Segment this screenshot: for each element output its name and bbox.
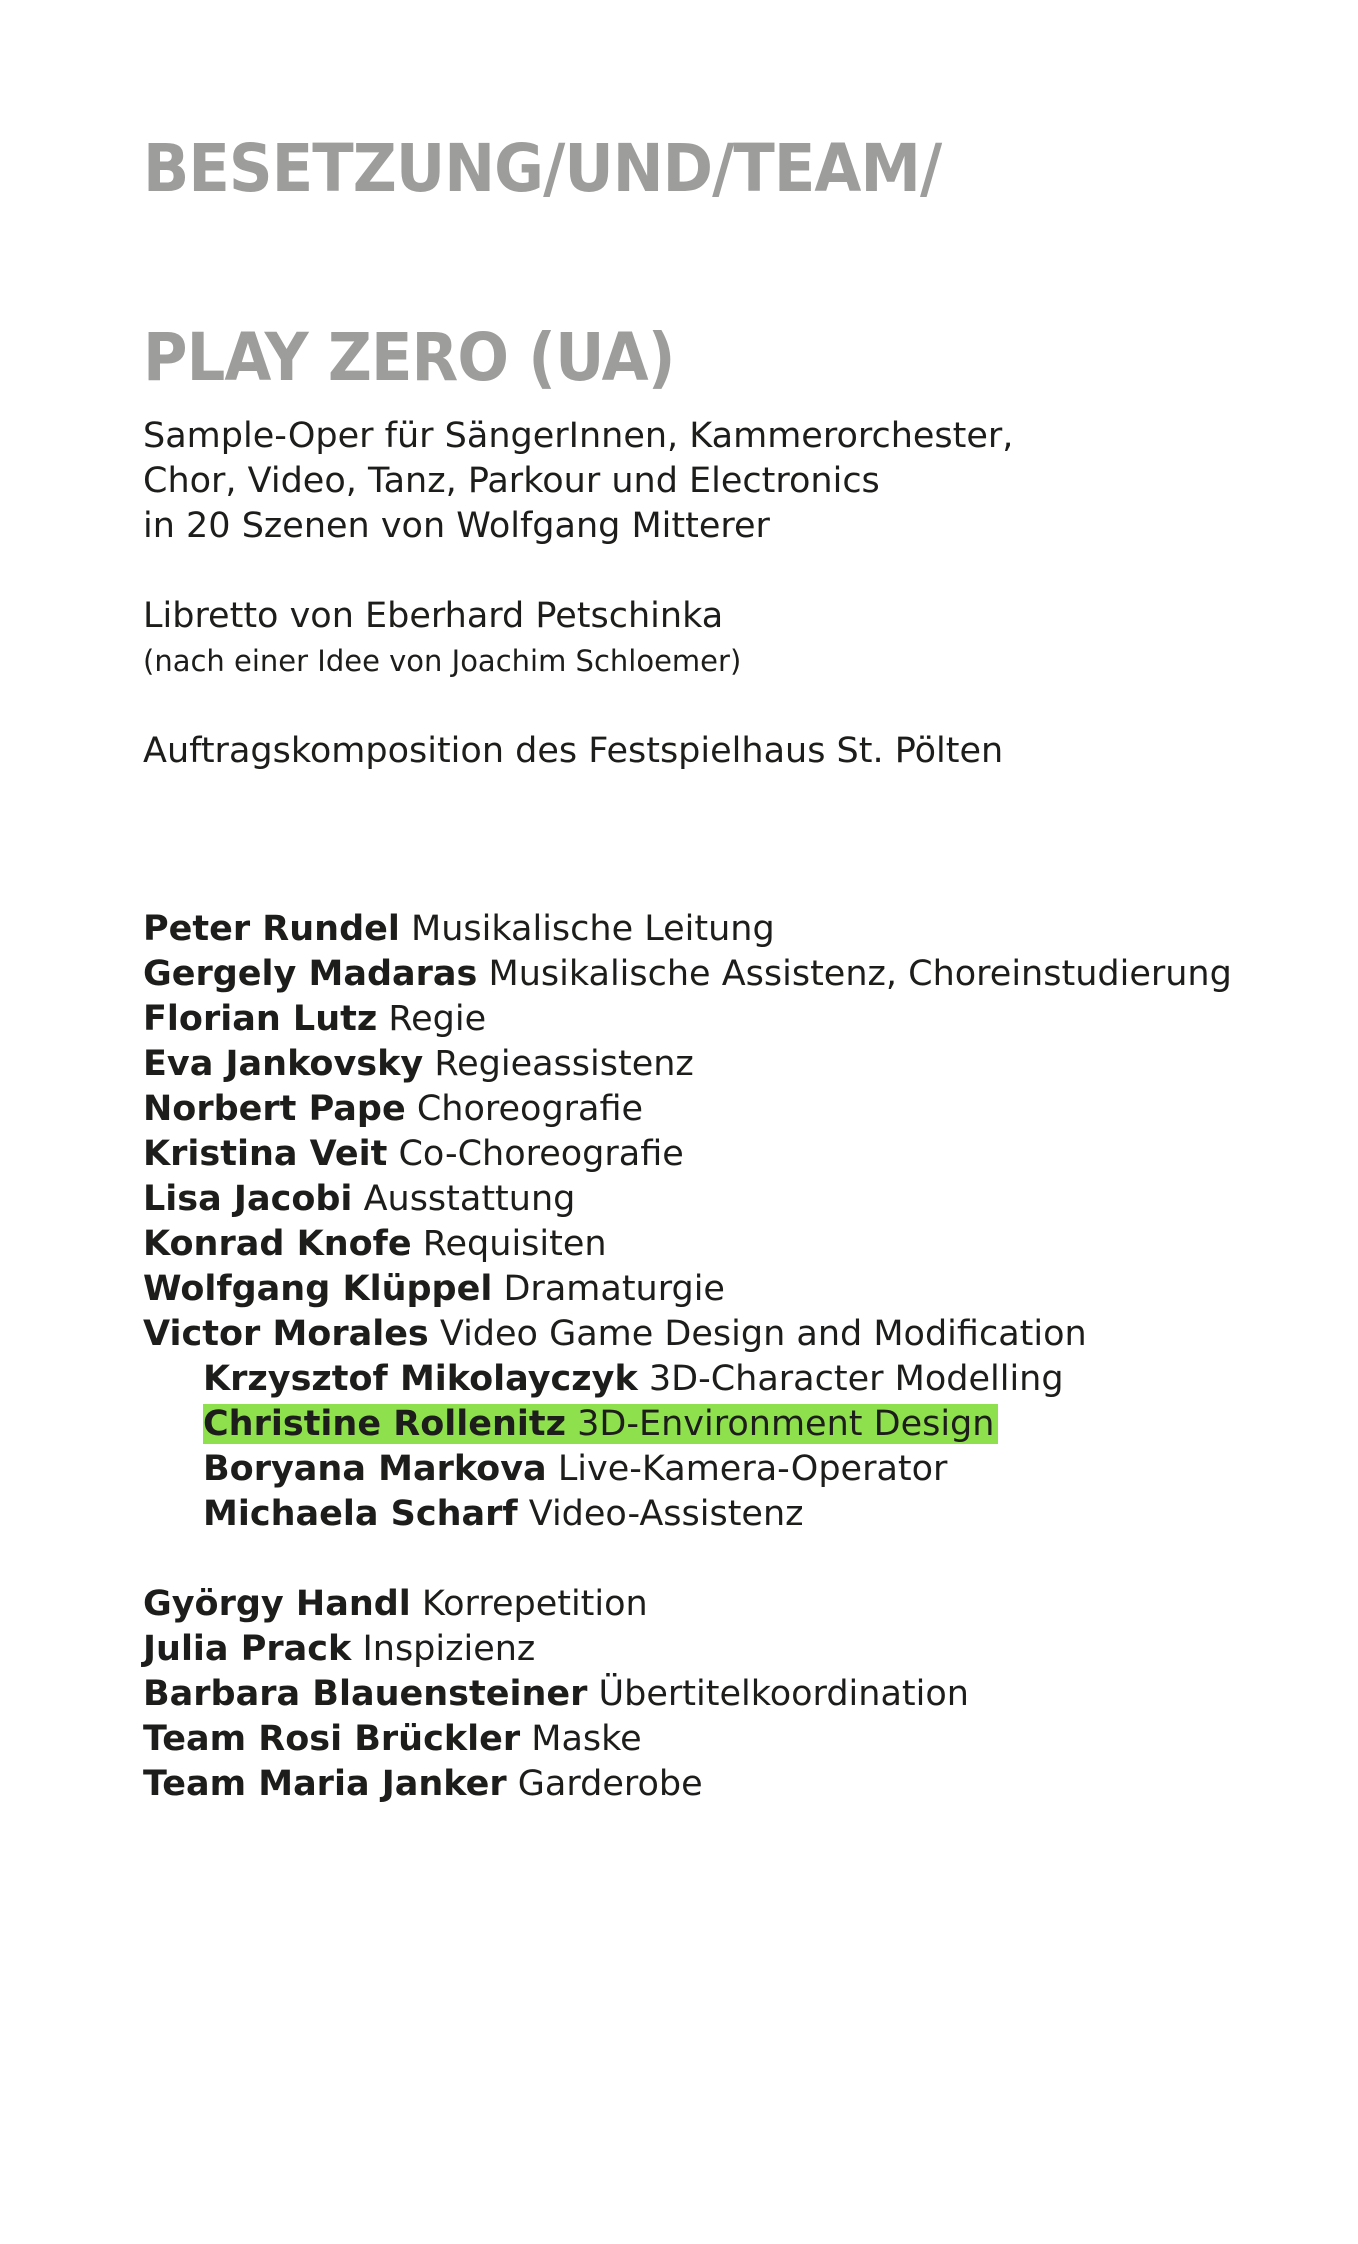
credit-role: Live-Kamera-Operator — [557, 1449, 948, 1489]
credit-name: Victor Morales — [143, 1314, 429, 1354]
credit-name: Kristina Veit — [143, 1134, 388, 1174]
libretto-note: (nach einer Idee von Joachim Schloemer) — [143, 644, 742, 678]
credit-row-sub — [143, 1492, 1323, 1537]
credit-row — [143, 1717, 1323, 1762]
credit-row — [143, 1582, 1323, 1627]
credit-role: Inspizienz — [362, 1629, 536, 1669]
credit-role: Choreografie — [416, 1089, 644, 1129]
credit-name: Eva Jankovsky — [143, 1044, 424, 1084]
credit-row — [143, 997, 1323, 1042]
production-title: PLAY ZERO (UA) — [143, 319, 675, 396]
credit-row — [143, 1627, 1323, 1672]
credit-name: Christine Rollenitz — [203, 1404, 567, 1444]
subtitle-line: Chor, Video, Tanz, Parkour und Electronics — [143, 461, 880, 501]
credit-role: Musikalische Leitung — [411, 909, 775, 949]
text-highlight — [203, 1404, 998, 1444]
credit-row-sub — [143, 1447, 1323, 1492]
credit-name: Team Rosi Brückler — [143, 1719, 521, 1759]
credit-name: Krzysztof Mikolayczyk — [203, 1359, 638, 1399]
credit-name: György Handl — [143, 1584, 411, 1624]
credit-role: Musikalische Assistenz, Choreinstudierung — [488, 954, 1232, 994]
subtitle-line: in 20 Szenen von Wolfgang Mitterer — [143, 506, 770, 546]
credit-role: 3D-Character Modelling — [648, 1359, 1064, 1399]
credits-list — [143, 907, 1323, 1807]
credit-row — [143, 1177, 1323, 1222]
commission-note: Auftragskomposition des Festspielhaus St. Pölten — [143, 731, 1004, 771]
credit-role: Dramaturgie — [503, 1269, 725, 1309]
credit-name: Peter Rundel — [143, 909, 400, 949]
credit-name: Wolfgang Klüppel — [143, 1269, 493, 1309]
credit-name: Konrad Knofe — [143, 1224, 412, 1264]
credit-role: Video Game Design and Modification — [439, 1314, 1087, 1354]
credit-row — [143, 1672, 1323, 1717]
credit-role: Garderobe — [517, 1764, 703, 1804]
credit-role: Requisiten — [422, 1224, 607, 1264]
credit-row — [143, 907, 1323, 952]
credit-role: Regieassistenz — [434, 1044, 694, 1084]
credit-row — [143, 1312, 1323, 1357]
credit-role: Co-Choreografie — [398, 1134, 684, 1174]
credit-role: Korrepetition — [421, 1584, 648, 1624]
credit-role: Regie — [388, 999, 487, 1039]
credit-name: Lisa Jacobi — [143, 1179, 353, 1219]
credit-name: Gergely Madaras — [143, 954, 478, 994]
credit-row-sub — [143, 1357, 1323, 1402]
credit-name: Michaela Scharf — [203, 1494, 518, 1534]
credit-row — [143, 1087, 1323, 1132]
credit-role: 3D-Environment Design — [577, 1404, 995, 1444]
credit-name: Florian Lutz — [143, 999, 378, 1039]
credit-role: Maske — [531, 1719, 642, 1759]
credit-row — [143, 952, 1323, 997]
libretto-credit: Libretto von Eberhard Petschinka — [143, 596, 724, 636]
subtitle-line: Sample-Oper für SängerInnen, Kammerorchester, — [143, 416, 1014, 456]
credit-row — [143, 1762, 1323, 1807]
section-heading: BESETZUNG/UND/TEAM/ — [143, 130, 942, 207]
credit-name: Norbert Pape — [143, 1089, 406, 1129]
credit-row — [143, 1132, 1323, 1177]
credit-role: Video-Assistenz — [528, 1494, 804, 1534]
credit-role: Ausstattung — [363, 1179, 576, 1219]
credit-row — [143, 1042, 1323, 1087]
credit-name: Julia Prack — [143, 1629, 352, 1669]
production-intro — [143, 414, 1243, 774]
credit-row — [143, 1222, 1323, 1267]
credit-row — [143, 1267, 1323, 1312]
credit-name: Boryana Markova — [203, 1449, 547, 1489]
credit-name: Barbara Blauensteiner — [143, 1674, 588, 1714]
credit-role: Übertitelkoordination — [598, 1674, 969, 1714]
credit-name: Team Maria Janker — [143, 1764, 507, 1804]
credit-row-highlighted — [143, 1402, 1323, 1447]
